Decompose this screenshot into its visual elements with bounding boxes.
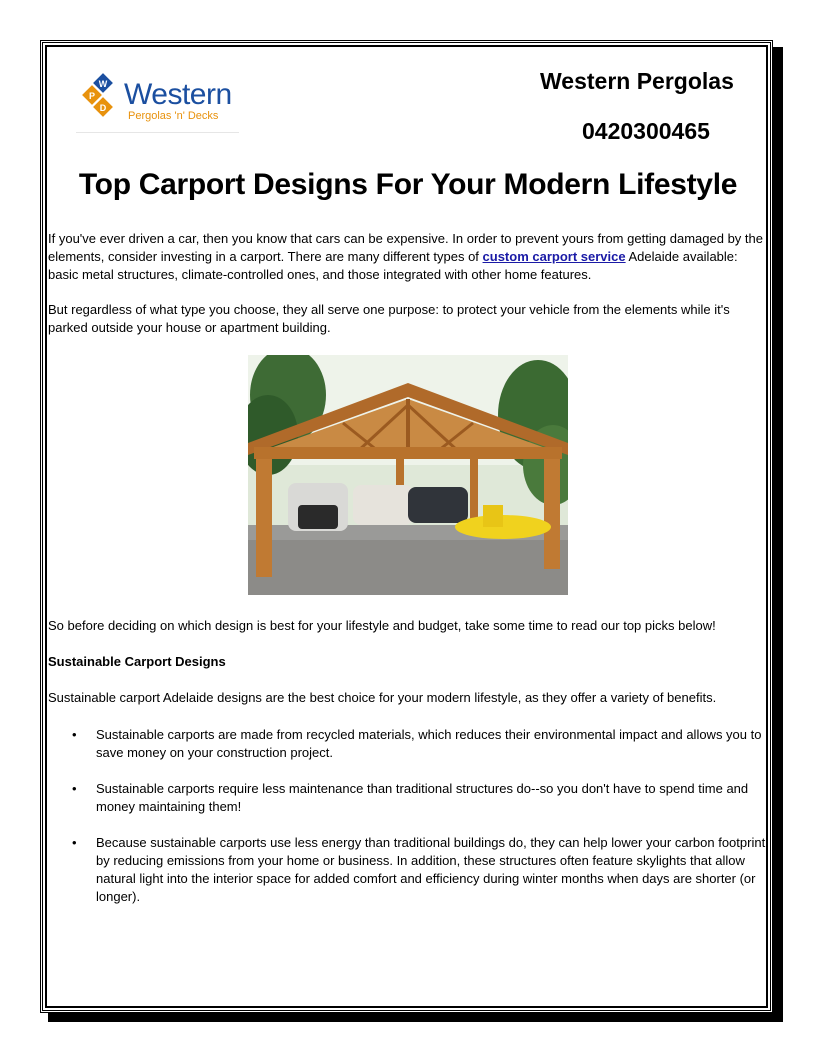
intro-text-start: If you've ever driven a car, then you know that cars can be expensive. In order to prevent yours from getting damaged by the elements, consider investing in a carport. There are many different types of [48, 231, 763, 264]
bullet-icon: • [72, 835, 77, 850]
list-item-text: Sustainable carports are made from recycled materials, which reduces their environmental impact and allows you to save money on your construction project. [96, 727, 762, 760]
list-item [48, 726, 768, 762]
page-title: Top Carport Designs For Your Modern Lifestyle [78, 168, 738, 201]
custom-carport-service-link[interactable]: custom carport service [482, 249, 626, 264]
svg-text:D: D [99, 103, 107, 113]
svg-text:W: W [98, 79, 108, 89]
list-item-text: Sustainable carports require less maintenance than traditional structures do--so you don't have to spend time and money maintaining them! [96, 781, 749, 814]
list-item [48, 780, 768, 816]
section-heading: Sustainable Carport Designs [48, 654, 226, 669]
company-logo [76, 70, 239, 133]
carport-photo [248, 355, 568, 595]
bullet-icon: • [72, 781, 77, 796]
phone-number: 0420300465 [582, 118, 710, 144]
svg-text:P: P [88, 91, 96, 101]
benefits-list [48, 726, 768, 924]
list-item-text: Because sustainable carports use less energy than traditional buildings do, they can help lower your carbon footprint by reducing emissions from your home or business. In addition, these structures often feature skylights that allow natural light into the interior space for added comfort and efficiency during winter months when days are shorter (or longer). [96, 835, 766, 904]
logo-diamond-icon [76, 70, 124, 126]
paragraph-3: So before deciding on which design is best for your lifestyle and budget, take some time to read our top picks below! [48, 618, 716, 633]
bullet-icon: • [72, 727, 77, 742]
intro-paragraph [48, 230, 768, 284]
list-item [48, 834, 768, 906]
logo-tagline: Pergolas 'n' Decks [128, 110, 219, 122]
intro-text-end: Adelaide available: basic metal structures, climate-controlled ones, and those integrated with other home features. [48, 249, 738, 282]
paragraph-2: But regardless of what type you choose, they all serve one purpose: to protect your vehicle from the elements while it's parked outside your house or apartment building. [48, 302, 730, 335]
company-name: Western Pergolas [540, 68, 734, 94]
paragraph-4: Sustainable carport Adelaide designs are the best choice for your modern lifestyle, as they offer a variety of benefits. [48, 690, 717, 705]
logo-wordmark: Western [124, 78, 232, 111]
